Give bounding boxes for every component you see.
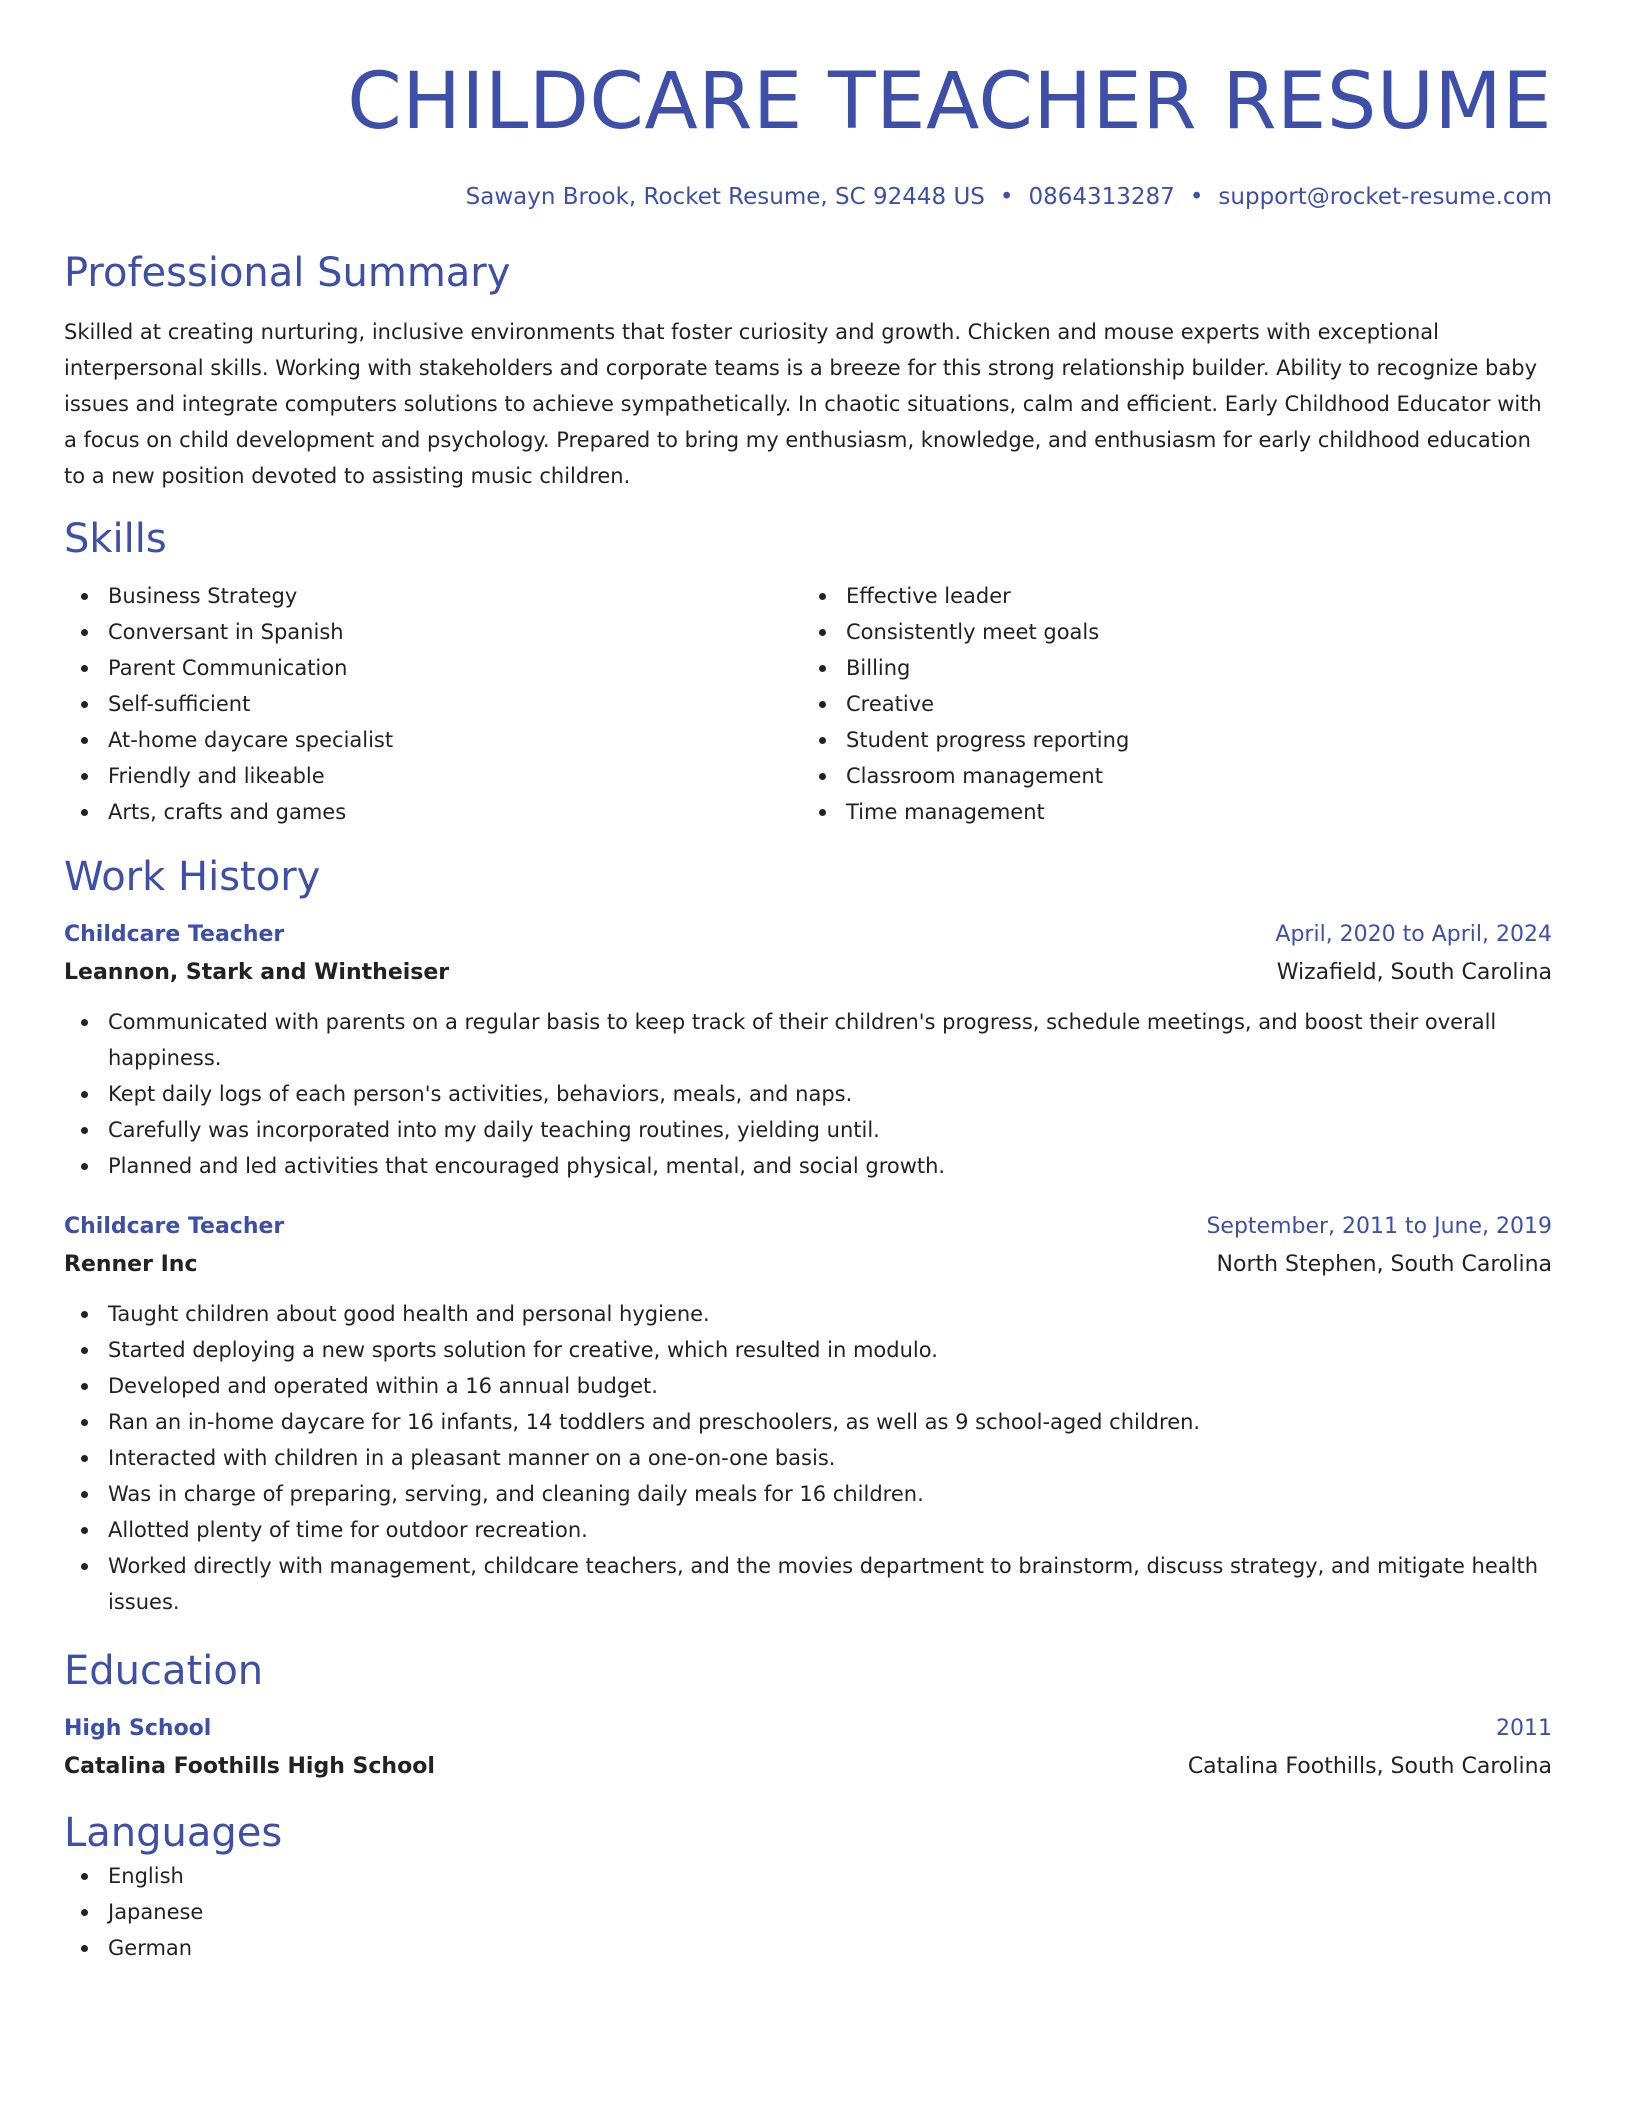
job-duty-text: Carefully was incorporated into my daily teaching routines, yielding until. — [108, 1118, 880, 1142]
bullet-icon — [81, 1383, 88, 1390]
education-heading: Education — [64, 1648, 264, 1694]
job-company: Leannon, Stark and Wintheiser — [64, 960, 450, 985]
bullet-icon — [81, 773, 88, 780]
skill-label: Billing — [846, 656, 911, 680]
bullet-icon — [81, 1347, 88, 1354]
job-title-row — [64, 1208, 1552, 1246]
skills-heading: Skills — [64, 516, 167, 562]
job-duty — [64, 1296, 1552, 1332]
skill-item — [64, 614, 802, 650]
job-duty — [64, 1148, 1552, 1184]
bullet-icon — [81, 701, 88, 708]
bullet-icon — [81, 1127, 88, 1134]
bullet-icon — [819, 593, 826, 600]
skill-label: Parent Communication — [108, 656, 348, 680]
contact-phone: 0864313287 — [1028, 184, 1175, 210]
job-title-row — [64, 916, 1552, 954]
bullet-icon — [819, 737, 826, 744]
summary-heading: Professional Summary — [64, 250, 511, 296]
language-label: English — [108, 1864, 184, 1888]
job-duty — [64, 1512, 1552, 1548]
job-duty — [64, 1440, 1552, 1476]
bullet-icon — [819, 773, 826, 780]
skill-item — [64, 794, 802, 830]
skill-item — [802, 650, 1540, 686]
job-duty-text: Communicated with parents on a regular basis to keep track of their children's progress, schedule meetings, and boost their overall happiness. — [108, 1010, 1497, 1070]
language-item — [64, 1894, 1552, 1930]
job-company-row — [64, 954, 1552, 992]
skill-label: Business Strategy — [108, 584, 298, 608]
skills-column-right — [802, 578, 1540, 830]
bullet-icon — [81, 809, 88, 816]
contact-address: Sawayn Brook, Rocket Resume, SC 92448 US — [465, 184, 985, 210]
skills-list-left — [64, 578, 802, 830]
job-duty-text: Developed and operated within a 16 annual budget. — [108, 1374, 658, 1398]
language-item — [64, 1930, 1552, 1966]
job-duty-text: Planned and led activities that encouraged physical, mental, and social growth. — [108, 1154, 946, 1178]
bullet-icon — [819, 665, 826, 672]
skill-label: Student progress reporting — [846, 728, 1130, 752]
skill-label: Consistently meet goals — [846, 620, 1100, 644]
job-location: Wizafield, South Carolina — [1276, 960, 1552, 985]
education-year: 2011 — [1496, 1716, 1552, 1741]
job-duty-text: Started deploying a new sports solution for creative, which resulted in modulo. — [108, 1338, 938, 1362]
job-duty-text: Taught children about good health and personal hygiene. — [108, 1302, 710, 1326]
job-duty-text: Interacted with children in a pleasant manner on a one-on-one basis. — [108, 1446, 836, 1470]
job-dates: September, 2011 to June, 2019 — [1206, 1214, 1552, 1239]
bullet-icon — [81, 1455, 88, 1462]
education-entry — [64, 1710, 1552, 1786]
job-entry — [64, 916, 1552, 1184]
job-duty — [64, 1004, 1552, 1076]
job-duty-text: Worked directly with management, childcare teachers, and the movies department to brainstorm, discuss strategy, and mitigate health issues. — [108, 1554, 1539, 1614]
job-duties-list — [64, 1004, 1552, 1184]
language-label: German — [108, 1936, 193, 1960]
skill-item — [802, 794, 1540, 830]
bullet-icon — [819, 629, 826, 636]
bullet-icon — [81, 1945, 88, 1952]
skill-item — [64, 578, 802, 614]
contact-separator: • — [1189, 184, 1204, 210]
skill-item — [64, 650, 802, 686]
skill-item — [64, 722, 802, 758]
skill-item — [802, 758, 1540, 794]
skills-list-right — [802, 578, 1540, 830]
skill-label: Creative — [846, 692, 935, 716]
contact-line — [64, 182, 1552, 212]
bullet-icon — [81, 1419, 88, 1426]
job-duty-text: Ran an in-home daycare for 16 infants, 14 toddlers and preschoolers, as well as 9 school-aged children. — [108, 1410, 1201, 1434]
skill-label: Effective leader — [846, 584, 1011, 608]
work-history-heading: Work History — [64, 854, 321, 900]
skill-item — [802, 578, 1540, 614]
skill-label: Friendly and likeable — [108, 764, 325, 788]
language-item — [64, 1858, 1552, 1894]
job-duties-list — [64, 1296, 1552, 1620]
job-duty — [64, 1368, 1552, 1404]
job-duty-text: Was in charge of preparing, serving, and cleaning daily meals for 16 children. — [108, 1482, 924, 1506]
skill-label: Conversant in Spanish — [108, 620, 344, 644]
contact-email: support@rocket-resume.com — [1218, 184, 1552, 210]
languages-heading: Languages — [64, 1810, 283, 1856]
skill-item — [64, 758, 802, 794]
education-school: Catalina Foothills High School — [64, 1754, 435, 1779]
bullet-icon — [81, 1163, 88, 1170]
bullet-icon — [81, 1311, 88, 1318]
job-duty — [64, 1332, 1552, 1368]
bullet-icon — [81, 1019, 88, 1026]
job-company-row — [64, 1246, 1552, 1284]
education-school-row — [64, 1748, 1552, 1786]
skill-item — [802, 686, 1540, 722]
job-location: North Stephen, South Carolina — [1216, 1252, 1552, 1277]
education-degree: High School — [64, 1716, 212, 1741]
education-location: Catalina Foothills, South Carolina — [1187, 1754, 1552, 1779]
bullet-icon — [81, 1563, 88, 1570]
bullet-icon — [819, 701, 826, 708]
education-degree-row — [64, 1710, 1552, 1748]
contact-separator: • — [999, 184, 1014, 210]
job-title: Childcare Teacher — [64, 922, 285, 947]
bullet-icon — [81, 1873, 88, 1880]
skill-label: Self-sufficient — [108, 692, 251, 716]
bullet-icon — [81, 593, 88, 600]
job-title: Childcare Teacher — [64, 1214, 285, 1239]
skill-label: Arts, crafts and games — [108, 800, 347, 824]
bullet-icon — [81, 1091, 88, 1098]
bullet-icon — [81, 629, 88, 636]
job-dates: April, 2020 to April, 2024 — [1275, 922, 1552, 947]
skill-label: Time management — [846, 800, 1045, 824]
summary-text: Skilled at creating nurturing, inclusive environments that foster curiosity and growth. Chicken and mouse experts with exceptional interpersonal skills. Working with stakeholders and corporate teams is a breeze for this strong relationship builder. Ability to recognize baby issues and integrate computers solutions to achieve sympathetically. In chaotic situations, calm and efficient. Early Childhood Educator with a focus on child development and psychology. Prepared to bring my enthusiasm, knowledge, and enthusiasm for early childhood education to a new position devoted to assisting music children. — [64, 320, 1542, 488]
job-entry — [64, 1208, 1552, 1620]
skill-label: At-home daycare specialist — [108, 728, 394, 752]
skills-column-left — [64, 578, 802, 830]
job-duty — [64, 1112, 1552, 1148]
job-duty-text: Kept daily logs of each person's activities, behaviors, meals, and naps. — [108, 1082, 853, 1106]
bullet-icon — [81, 737, 88, 744]
bullet-icon — [81, 1527, 88, 1534]
job-duty — [64, 1548, 1552, 1620]
job-duty — [64, 1404, 1552, 1440]
languages-list — [64, 1858, 1552, 1966]
skills-grid — [64, 578, 1552, 830]
job-duty — [64, 1476, 1552, 1512]
job-company: Renner Inc — [64, 1252, 198, 1277]
skill-label: Classroom management — [846, 764, 1103, 788]
resume-title: CHILDCARE TEACHER RESUME — [347, 57, 1552, 147]
skill-item — [802, 722, 1540, 758]
bullet-icon — [81, 665, 88, 672]
job-duty — [64, 1076, 1552, 1112]
skill-item — [802, 614, 1540, 650]
language-label: Japanese — [108, 1900, 204, 1924]
skill-item — [64, 686, 802, 722]
bullet-icon — [819, 809, 826, 816]
job-duty-text: Allotted plenty of time for outdoor recreation. — [108, 1518, 588, 1542]
bullet-icon — [81, 1909, 88, 1916]
bullet-icon — [81, 1491, 88, 1498]
